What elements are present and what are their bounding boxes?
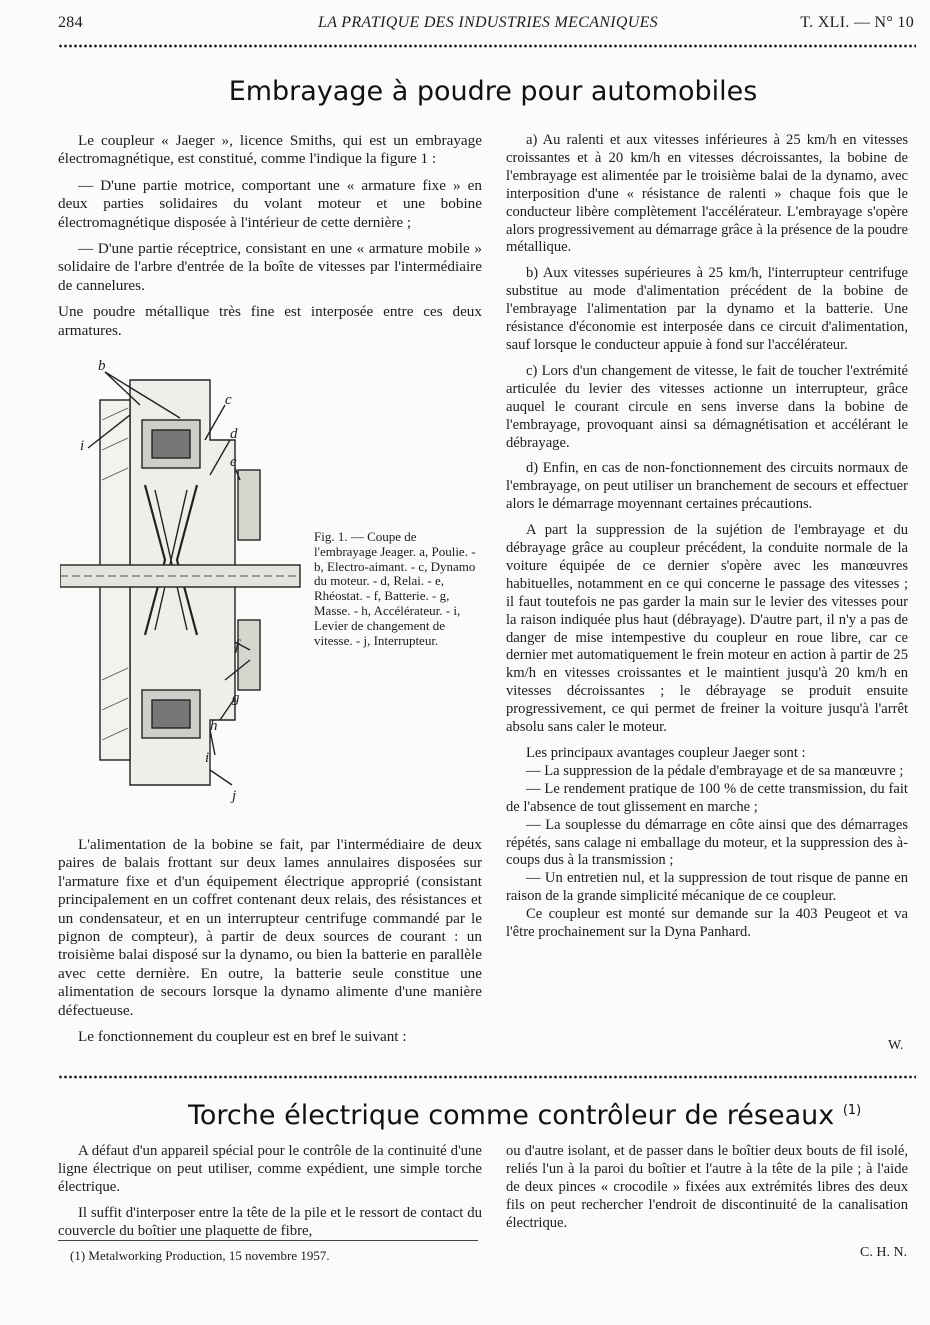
article-title: Embrayage à poudre pour automobiles (228, 76, 758, 107)
signature: W. (888, 1038, 904, 1053)
figure-label: h (210, 718, 218, 734)
paragraph: — La suppression de la pédale d'embrayage et de sa manœuvre ; (526, 762, 904, 779)
paragraph: Ce coupleur est monté sur demande sur la 403 Peugeot et va l'être prochainement sur la Dyna Panhard. (506, 906, 908, 941)
right-column (506, 132, 908, 950)
figure-label: j (232, 788, 237, 804)
left-column-article2 (58, 1142, 482, 1248)
left-column-bottom (58, 836, 482, 1054)
paragraph: b) Aux vitesses supérieures à 25 km/h, l'interrupteur centrifuge substitue au mode d'alimentation précédent de la bobine de l'embrayage l'alimentation par la dynamo et la batterie. Une résistance d'économie est interposée dans ce circuit d'alimentation, sauf lorsque le conducteur appuie à fond sur l'accélérateur. (506, 265, 908, 353)
journal-title: LA PRATIQUE DES INDUSTRIES MECANIQUES (318, 14, 658, 31)
issue-number: T. XLI. — N° 10 (800, 14, 914, 31)
figure-label: f (235, 638, 240, 654)
figure-label: g (232, 690, 240, 706)
paragraph: A part la suppression de la sujétion de l'embrayage et du débrayage grâce au coupleur précédent, la conduite normale de la voiture équipée de ce dernier s'opère avec les manœuvres habituelles, notamment en ce qui concerne le passage des vitesses ; il faut toutefois ne pas garder la main sur le levier des vitesses pour la raison indiquée plus haut (débrayage). D'autre part, il n'y a pas de danger de mise intempestive du coupleur en roue libre, car ce dernier met automatiquement le frein moteur en action à partir de 25 km/h en vitesses croissantes et le maintient jusqu'à 20 km/h en vitesses décroissantes ; le débrayage se produit ensuite progressivement, ce qui permet de freiner la voiture jusqu'à l'arrêt absolu sans caler le moteur. (506, 522, 908, 736)
footnote-marker: (1) (842, 1103, 862, 1118)
clutch-cross-section-figure (60, 360, 312, 805)
paragraph: — D'une partie réceptrice, consistant en une « armature mobile » solidaire de l'arbre d'entrée de la boîte de vitesses par l'intermédiaire de cannelures. (58, 240, 482, 294)
figure-label: e (230, 454, 237, 470)
figure-caption: Fig. 1. — Coupe de l'embrayage Jeager. a, Poulie. - b, Electro-aimant. - c, Dynamo du moteur. - d, Relai. - e, Rhéostat. - f, Batterie. - g, Masse. - h, Accélérateur. - i, Levier de changement de vitesse. - j, Interrupteur. (314, 529, 476, 648)
paragraph: — D'une partie motrice, comportant une « armature fixe » en deux parties solidaires du volant moteur et une bobine électromagnétique disposée à l'intérieur de cette dernière ; (58, 176, 482, 231)
article-title (188, 1100, 861, 1131)
paragraph: Le fonctionnement du coupleur est en bref le suivant : (78, 1028, 407, 1046)
paragraph: L'alimentation de la bobine se fait, par l'intermédiaire de deux paires de balais frottant sur deux lames annulaires disposées sur l'armature fixe et d'un équipement électrique approprié (consistant principalement en un coffret contenant deux relais, des résistances et un condensateur, et en un interrupteur centrifuge commandé par le pignon de compteur), à partir de deux sources de courant : un troisième balai disposé sur la dynamo, ou bien la batterie en parallèle avec cette dernière. En outre, la batterie seule constitue une alimentation de secours lorsque la dynamo alimente d'une manière défectueuse. (58, 836, 482, 1019)
page-number: 284 (58, 14, 83, 31)
article-title-text: Torche électrique comme contrôleur de réseaux (188, 1100, 835, 1131)
paragraph: a) Au ralenti et aux vitesses inférieures à 25 km/h en vitesses croissantes et à 20 km/h en vitesses décroissantes, la bobine de l'embrayage est alimentée par le troisième balai de la dynamo, avec interposition d'une « résistance de ralenti » chaque fois que le conducteur libère complètement l'accélérateur. L'embrayage s'opère alors progressivement au démarrage grâce à la présence de la poudre métallique. (506, 132, 908, 256)
footnote: (1) Metalworking Production, 15 novembre 1957. (70, 1248, 330, 1263)
paragraph: — Le rendement pratique de 100 % de cette transmission, du fait de l'absence de tout glissement en marche ; (506, 780, 908, 815)
dotted-rule-top (58, 44, 916, 48)
paragraph: Une poudre métallique très fine est interposée entre ces deux armatures. (58, 303, 482, 339)
paragraph: c) Lors d'un changement de vitesse, le fait de toucher l'extrémité articulée du levier des vitesses actionne un interrupteur, grâce auquel le courant circule en sens inverse dans la bobine de l'embrayage, provoquant ainsi sa démagnétisation et accélérant le débrayage. (506, 362, 908, 451)
paragraph: Le coupleur « Jaeger », licence Smiths, qui est un embrayage électromagnétique, est constitué, comme l'indique la figure 1 : (58, 132, 482, 168)
right-column-article2 (506, 1142, 908, 1240)
dotted-rule-middle (58, 1075, 916, 1079)
signature: C. H. N. (860, 1245, 908, 1260)
paragraph: Il suffit d'interposer entre la tête de la pile et le ressort de contact du couvercle du boîtier une plaquette de fibre, (58, 1205, 482, 1239)
footnote-rule (58, 1240, 478, 1241)
paragraph: — Un entretien nul, et la suppression de tout risque de panne en raison de la grande simplicité mécanique de ce coupleur. (506, 870, 908, 905)
paragraph: d) Enfin, en cas de non-fonctionnement des circuits normaux de l'embrayage, on peut utiliser un branchement de secours et effectuer alors le démarrage moyennant certaines précautions. (506, 460, 908, 513)
figure-label: b (98, 360, 106, 374)
figure-label: i (205, 750, 210, 766)
paragraph: — La souplesse du démarrage en côte ainsi que des démarrages répétés, sans calage ni emballage du moteur, et la suppression des à-coups dus à la transmission ; (506, 816, 908, 869)
paragraph: Les principaux avantages coupleur Jaeger sont : (526, 745, 806, 761)
figure-label: d (230, 426, 238, 442)
paragraph: ou d'autre isolant, et de passer dans le boîtier deux bouts de fil isolé, reliés l'un à la paroi du boîtier et l'autre à la tête de la pile ; à l'aide de deux pinces « crocodile » fixées aux extrémités libres des deux fils on peut rechercher l'endroit de discontinuité de la canalisation électrique. (506, 1143, 908, 1231)
figure-label: c (225, 392, 232, 408)
paragraph: A défaut d'un appareil spécial pour le contrôle de la continuité d'une ligne électrique on peut utiliser, comme expédient, une simple torche électrique. (58, 1143, 482, 1195)
figure-label: i (80, 438, 85, 454)
left-column-intro (58, 132, 482, 348)
